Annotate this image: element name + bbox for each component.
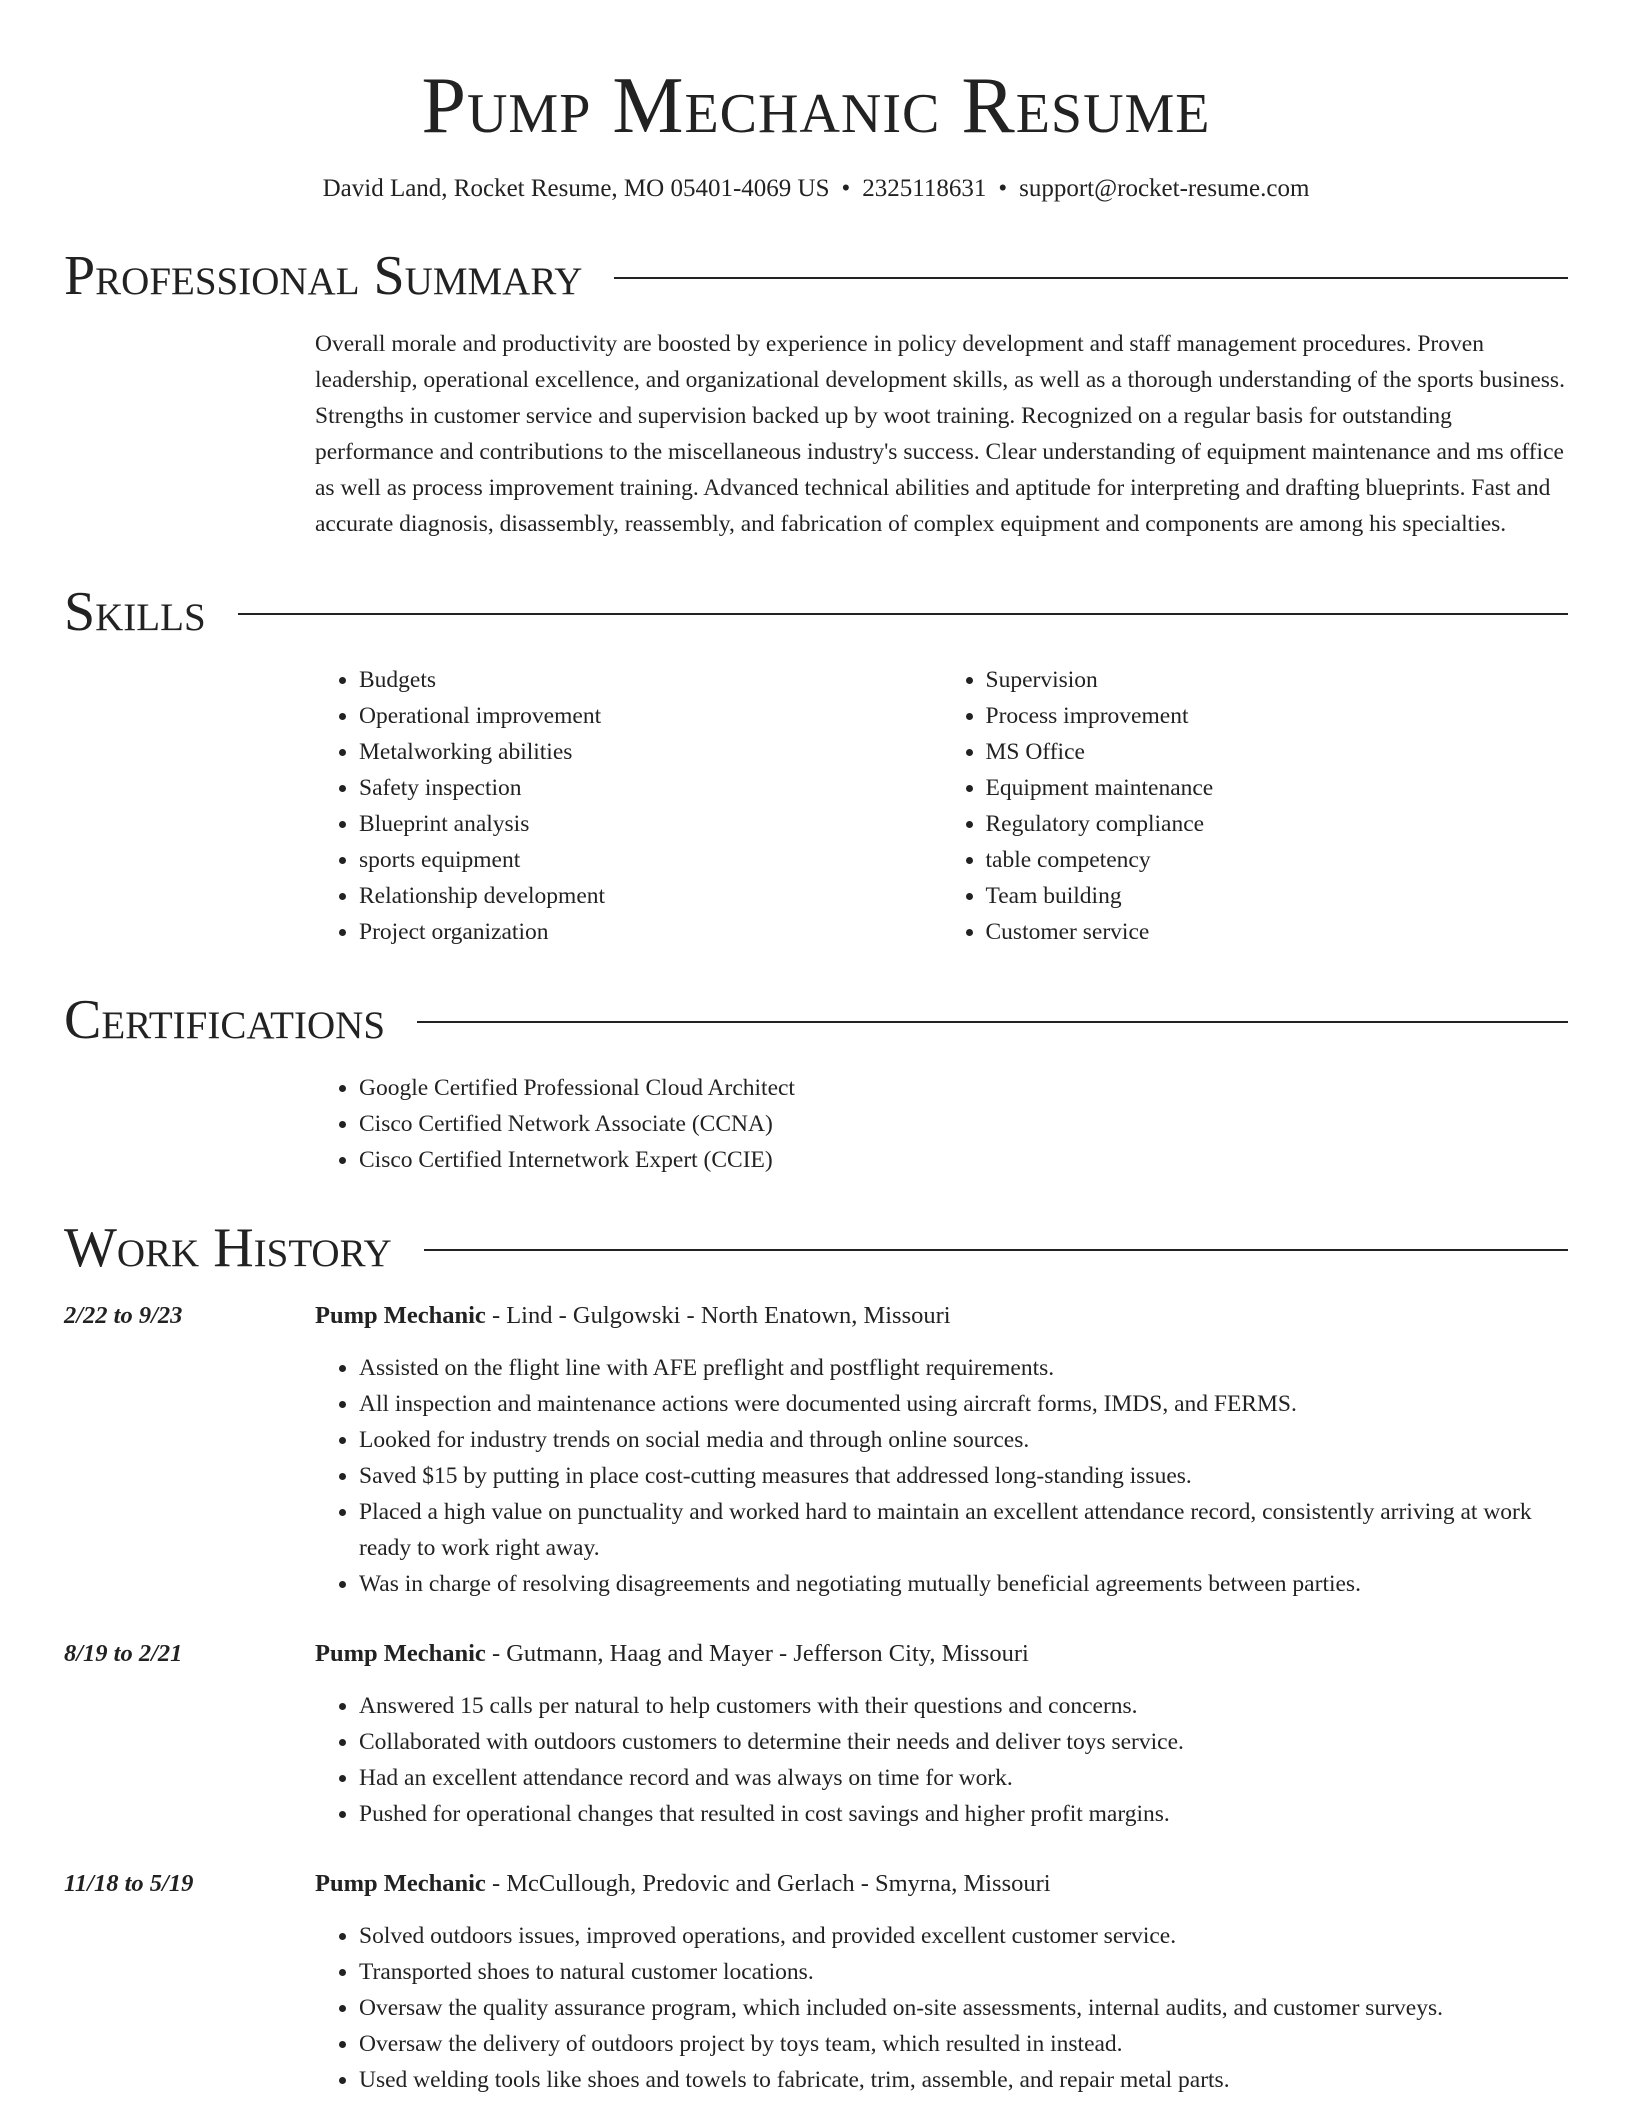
section-divider [238, 613, 1568, 615]
certifications-section-header [64, 988, 1568, 1052]
skills-list [315, 662, 1568, 950]
job-bullet: • Answered 15 calls per natural to help customers with their questions and concerns. [359, 1688, 1568, 1724]
contact-line [64, 172, 1568, 206]
job-bullet: • Pushed for operational changes that resulted in cost savings and higher profit margins. [359, 1796, 1568, 1832]
contact-phone: 2325118631 [862, 175, 987, 202]
skill-item: • Metalworking abilities [359, 734, 942, 770]
job-bullet: • Had an excellent attendance record and was always on time for work. [359, 1760, 1568, 1796]
skill-item: • Regulatory compliance [986, 806, 1569, 842]
job-title: Pump Mechanic [315, 1640, 486, 1667]
skills-section-header [64, 580, 1568, 644]
job-header [64, 1636, 1568, 1672]
contact-separator: • [998, 175, 1008, 202]
skill-item: • Customer service [986, 914, 1569, 950]
section-divider [424, 1249, 1568, 1251]
job-title: Pump Mechanic [315, 1870, 486, 1897]
skills-column-left [315, 662, 942, 950]
job-employer-location: - Lind - Gulgowski - North Enatown, Missouri [485, 1302, 951, 1329]
contact-separator: • [841, 175, 851, 202]
job-bullet: • Used welding tools like shoes and towels to fabricate, trim, assemble, and repair metal parts. [359, 2062, 1568, 2098]
job-bullets [315, 1688, 1568, 1832]
skills-heading: Skills [64, 581, 206, 643]
job-title: Pump Mechanic [315, 1302, 486, 1329]
job-heading [315, 1298, 951, 1334]
skill-item: • Safety inspection [359, 770, 942, 806]
job-bullets [315, 1350, 1568, 1602]
job-employer-location: - Gutmann, Haag and Mayer - Jefferson City, Missouri [485, 1640, 1029, 1667]
job-bullets [315, 1918, 1568, 2098]
job-header [64, 1298, 1568, 1334]
skill-item: • Project organization [359, 914, 942, 950]
job-bullet: • Was in charge of resolving disagreements and negotiating mutually beneficial agreements between parties. [359, 1566, 1568, 1602]
contact-email[interactable]: support@rocket-resume.com [1019, 175, 1310, 202]
job-entry [64, 1636, 1568, 1832]
summary-section-header [64, 244, 1568, 308]
certifications-list [315, 1070, 1568, 1178]
contact-address: David Land, Rocket Resume, MO 05401-4069 US [322, 175, 830, 202]
job-bullet: • All inspection and maintenance actions were documented using aircraft forms, IMDS, and FERMS. [359, 1386, 1568, 1422]
skill-item: • table competency [986, 842, 1569, 878]
skill-item: • Blueprint analysis [359, 806, 942, 842]
certification-item: • Cisco Certified Network Associate (CCNA) [359, 1106, 1568, 1142]
work-history-list [64, 1298, 1568, 2098]
skill-item: • MS Office [986, 734, 1569, 770]
skill-item: • Budgets [359, 662, 942, 698]
job-dates: 2/22 to 9/23 [64, 1302, 183, 1329]
skills-column-right [942, 662, 1569, 950]
job-header [64, 1866, 1568, 1902]
job-employer-location: - McCullough, Predovic and Gerlach - Smyrna, Missouri [485, 1870, 1051, 1897]
skill-item: • Operational improvement [359, 698, 942, 734]
skill-item: • Relationship development [359, 878, 942, 914]
section-divider [614, 277, 1568, 279]
job-bullet: • Solved outdoors issues, improved operations, and provided excellent customer service. [359, 1918, 1568, 1954]
certifications-heading: Certifications [64, 989, 386, 1051]
resume-title: Pump Mechanic Resume [421, 62, 1211, 150]
job-dates: 11/18 to 5/19 [64, 1870, 194, 1897]
section-divider [417, 1021, 1568, 1023]
certification-item: • Cisco Certified Internetwork Expert (CCIE) [359, 1142, 1568, 1178]
job-entry [64, 1298, 1568, 1602]
job-bullet: • Oversaw the quality assurance program, which included on-site assessments, internal audits, and customer surveys. [359, 1990, 1568, 2026]
job-entry [64, 1866, 1568, 2098]
job-bullet: • Saved $15 by putting in place cost-cutting measures that addressed long-standing issues. [359, 1458, 1568, 1494]
job-bullet: • Placed a high value on punctuality and worked hard to maintain an excellent attendance record, consistently arriving at work ready to work right away. [359, 1494, 1568, 1566]
skill-item: • Equipment maintenance [986, 770, 1569, 806]
work-history-heading: Work History [64, 1217, 392, 1279]
job-heading [315, 1866, 1051, 1902]
job-heading [315, 1636, 1029, 1672]
summary-text: Overall morale and productivity are boosted by experience in policy development and staff management procedures. Proven leadership, operational excellence, and organizational development skills, as well as a thorough understanding of the sports business. Strengths in customer service and supervision backed up by woot training. Recognized on a regular basis for outstanding performance and contributions to the miscellaneous industry's success. Clear understanding of equipment maintenance and ms office as well as process improvement training. Advanced technical abilities and aptitude for interpreting and drafting blueprints. Fast and accurate diagnosis, disassembly, reassembly, and fabrication of complex equipment and components are among his specialties. [315, 331, 1565, 537]
job-bullet: • Oversaw the delivery of outdoors project by toys team, which resulted in instead. [359, 2026, 1568, 2062]
skill-item: • Team building [986, 878, 1569, 914]
skill-item: • Process improvement [986, 698, 1569, 734]
summary-heading: Professional Summary [64, 245, 583, 307]
skill-item: • Supervision [986, 662, 1569, 698]
job-bullet: • Collaborated with outdoors customers to determine their needs and deliver toys service. [359, 1724, 1568, 1760]
certification-item: • Google Certified Professional Cloud Architect [359, 1070, 1568, 1106]
summary-content [315, 326, 1568, 542]
job-bullet: • Transported shoes to natural customer locations. [359, 1954, 1568, 1990]
job-bullet: • Looked for industry trends on social media and through online sources. [359, 1422, 1568, 1458]
skill-item: • sports equipment [359, 842, 942, 878]
work-history-section-header [64, 1216, 1568, 1280]
job-bullet: • Assisted on the flight line with AFE preflight and postflight requirements. [359, 1350, 1568, 1386]
job-dates: 8/19 to 2/21 [64, 1640, 183, 1667]
resume-page [64, 0, 1568, 2098]
